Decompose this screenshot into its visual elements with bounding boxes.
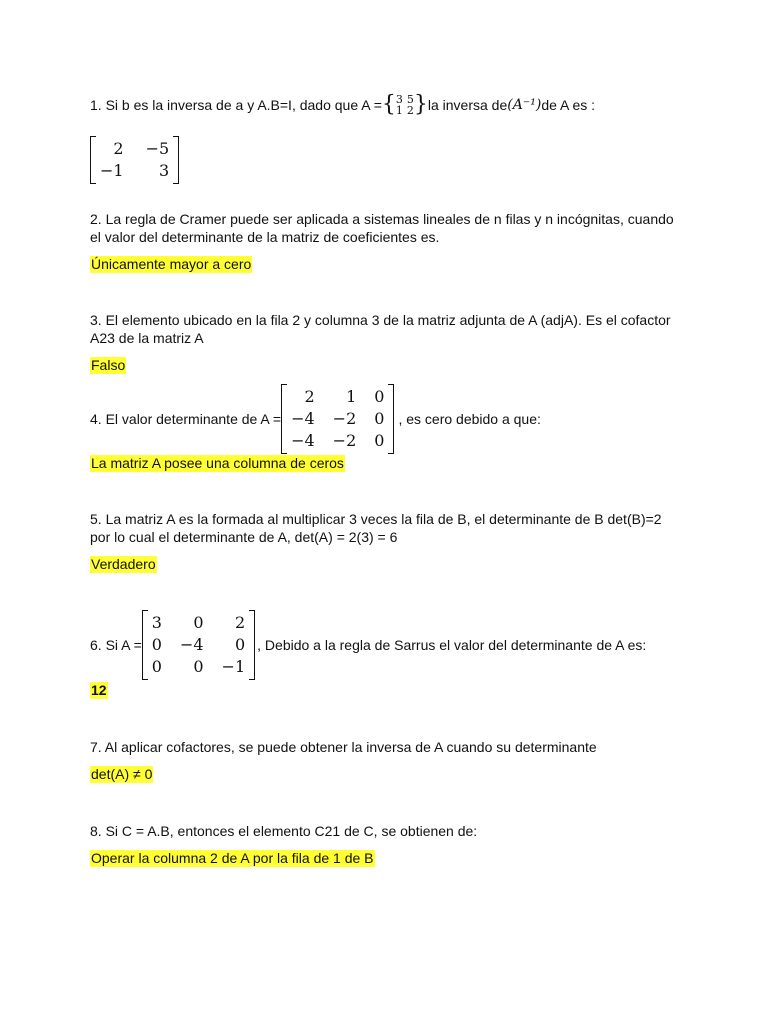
question-6-matrix [142, 610, 255, 680]
matrix-cell: 3 [159, 161, 170, 180]
question-6 [90, 610, 646, 680]
matrix-cell: −1 [100, 161, 124, 180]
matrix-cell: −4 [291, 431, 315, 450]
question-4 [90, 384, 541, 454]
question-1-text-middle: la inversa de [427, 97, 508, 113]
matrix-cell: −1 [221, 657, 246, 676]
matrix-cell: 1 [346, 387, 357, 406]
matrix-cell: 1 [395, 104, 403, 117]
matrix-cell: 0 [193, 613, 204, 632]
matrix-cell: −2 [332, 409, 357, 428]
matrix-cell: 0 [374, 387, 385, 406]
matrix-cell: −5 [145, 139, 170, 158]
question-4-text-after: , es cero debido a que: [398, 411, 541, 427]
matrix-cell: −4 [179, 635, 204, 654]
answer-6: 12 [91, 682, 107, 698]
question-1 [90, 94, 595, 116]
question-2-text: 2. La regla de Cramer puede ser aplicada a sistemas lineales de n filas y n incógnitas, cuando el valor del determinante de la matriz de coeficientes es. [90, 211, 674, 245]
answer-5: Verdadero [91, 556, 156, 572]
answer-4: La matriz A posee una columna de ceros [91, 455, 344, 471]
matrix-cell: 2 [304, 387, 315, 406]
question-7-text: 7. Al aplicar cofactores, se puede obtener la inversa de A cuando su determinante [90, 739, 597, 755]
answer-1 [90, 136, 179, 184]
question-1-matrix-a: { 3 5 1 2 } [381, 92, 428, 117]
matrix-cell: 0 [374, 431, 385, 450]
matrix-cell: 5 [406, 93, 414, 106]
matrix-cell: −4 [291, 409, 315, 428]
answer-3: Falso [91, 357, 126, 373]
question-6-text-after: , Debido a la regla de Sarrus el valor del determinante de A es: [257, 637, 647, 653]
matrix-cell: 3 [395, 93, 403, 106]
question-1-text-after: de A es : [541, 97, 596, 113]
inverse-notation: (A⁻¹) [507, 97, 542, 113]
matrix-cell: 2 [234, 613, 246, 632]
matrix-cell: 0 [151, 657, 162, 676]
question-3-text: 3. El elemento ubicado en la fila 2 y columna 3 de la matriz adjunta de A (adjA). Es el cofactor A23 de la matriz A [90, 312, 671, 346]
matrix-cell: 2 [113, 139, 124, 158]
question-4-matrix [281, 384, 394, 454]
answer-7: det(A) ≠ 0 [91, 766, 153, 782]
matrix-cell: 3 [151, 613, 162, 632]
question-5-text: 5. La matriz A es la formada al multiplicar 3 veces la fila de B, el determinante de B det(B)=2 por lo cual el determinante de A, det(A) = 2(3) = 6 [90, 511, 662, 545]
matrix-cell: 0 [374, 409, 385, 428]
question-6-text-before: 6. Si A = [90, 637, 142, 653]
matrix-cell: −2 [332, 431, 357, 450]
question-8-text: 8. Si C = A.B, entonces el elemento C21 de C, se obtienen de: [90, 823, 478, 839]
matrix-cell: 2 [406, 104, 414, 117]
matrix-cell: 0 [193, 657, 204, 676]
question-4-text-before: 4. El valor determinante de A = [90, 411, 282, 427]
question-1-text-before: 1. Si b es la inversa de a y A.B=I, dado que A = [90, 97, 382, 113]
answer-2: Únicamente mayor a cero [91, 256, 252, 272]
answer-1-matrix [90, 136, 179, 184]
answer-8: Operar la columna 2 de A por la fila de 1 de B [91, 850, 374, 866]
matrix-cell: 0 [234, 635, 246, 654]
matrix-a-cells [396, 94, 414, 116]
matrix-cell: 0 [151, 635, 162, 654]
